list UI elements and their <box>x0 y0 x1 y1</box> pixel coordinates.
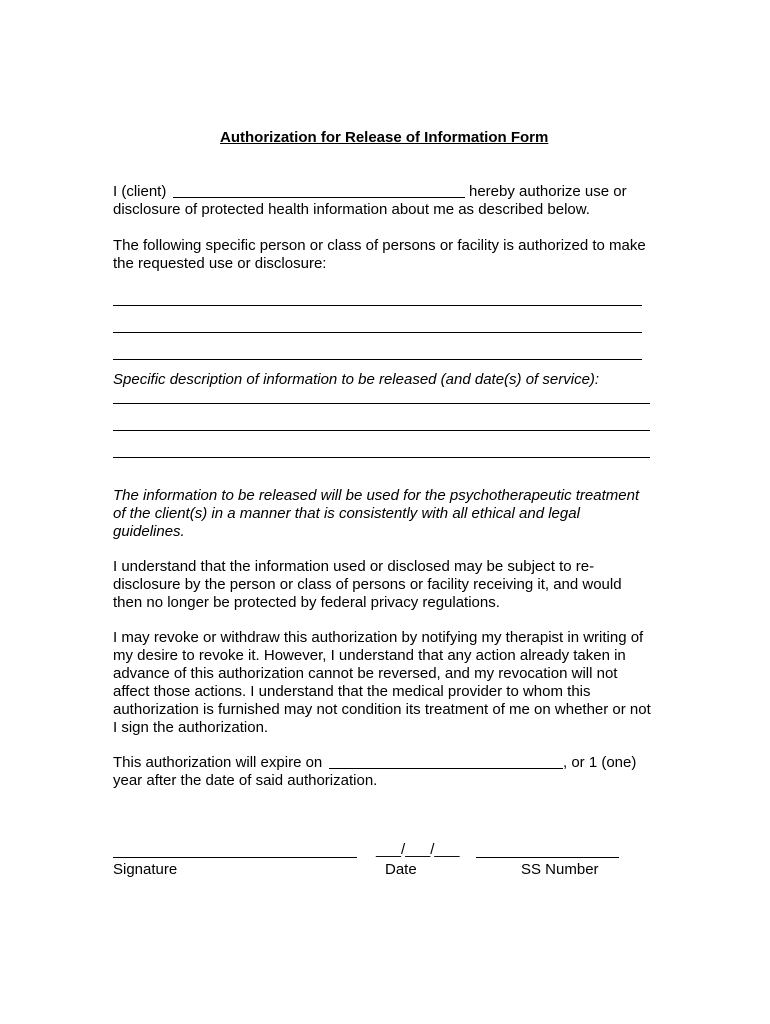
expiration-date-field[interactable] <box>329 768 563 769</box>
purpose-line: guidelines. <box>113 523 185 540</box>
signature-field[interactable] <box>113 857 357 858</box>
description-label: Specific description of information to be released (and date(s) of service): <box>113 371 600 388</box>
redisclosure-line: disclosure by the person or class of persons or facility receiving it, and would <box>113 576 622 593</box>
purpose-line: of the client(s) in a manner that is consistently with all ethical and legal <box>113 505 580 522</box>
date-label: Date <box>385 861 417 878</box>
expire-suffix: , or 1 (one) <box>563 754 637 771</box>
revoke-line: I may revoke or withdraw this authorization by notifying my therapist in writing of <box>113 629 644 646</box>
form-title: Authorization for Release of Information Form <box>220 129 549 146</box>
redisclosure-line: I understand that the information used or disclosed may be subject to re- <box>113 558 595 575</box>
description-field-3[interactable] <box>113 457 650 458</box>
revoke-line: affect those actions. I understand that the medical provider to whom this <box>113 683 591 700</box>
client-suffix: hereby authorize use or <box>469 183 627 200</box>
revoke-line: advance of this authorization cannot be reversed, and my revocation will not <box>113 665 618 682</box>
description-field-2[interactable] <box>113 430 650 431</box>
persons-line1: The following specific person or class of persons or facility is authorized to make <box>113 237 646 254</box>
revoke-line: my desire to revoke it. However, I understand that any action already taken in <box>113 647 626 664</box>
expire-line2: year after the date of said authorization. <box>113 772 378 789</box>
recipient-field-3[interactable] <box>113 359 642 360</box>
ss-number-field[interactable] <box>476 857 619 858</box>
expire-prefix: This authorization will expire on <box>113 754 323 771</box>
client-prefix: I (client) <box>113 183 167 200</box>
client-line2: disclosure of protected health information about me as described below. <box>113 201 590 218</box>
revoke-line: I sign the authorization. <box>113 719 269 736</box>
recipient-field-2[interactable] <box>113 332 642 333</box>
purpose-line: The information to be released will be used for the psychotherapeutic treatment <box>113 487 640 504</box>
ss-number-label: SS Number <box>521 861 599 878</box>
date-field[interactable]: ___/___/___ <box>376 841 460 858</box>
recipient-field-1[interactable] <box>113 305 642 306</box>
revoke-line: authorization is furnished may not condition its treatment of me on whether or not <box>113 701 651 718</box>
persons-line2: the requested use or disclosure: <box>113 255 327 272</box>
redisclosure-line: then no longer be protected by federal privacy regulations. <box>113 594 500 611</box>
signature-label: Signature <box>113 861 178 878</box>
description-field-1[interactable] <box>113 403 650 404</box>
client-name-field[interactable] <box>173 197 465 198</box>
